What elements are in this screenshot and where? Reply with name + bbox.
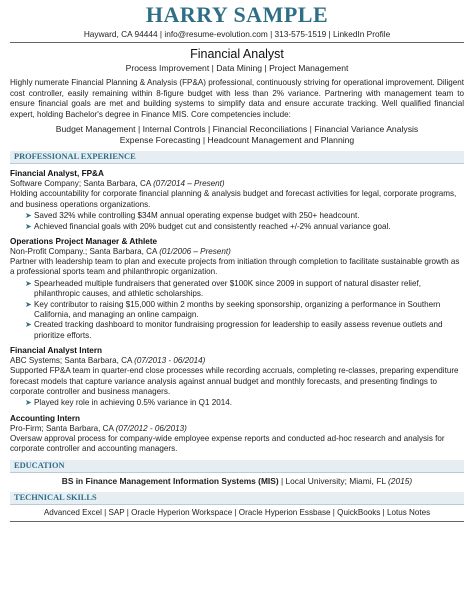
achievement-item: [25, 300, 464, 321]
competencies-line: Expense Forecasting | Headcount Management and Planning: [119, 135, 355, 146]
job-company: [10, 356, 464, 366]
section-heading-skills: TECHNICAL SKILLS: [10, 492, 464, 505]
competencies-line: Budget Management | Internal Controls | Financial Reconciliations | Financial Variance Analysis: [55, 124, 419, 135]
company-location: Pro-Firm; Santa Barbara, CA: [10, 423, 116, 433]
bullet-icon: ➤: [25, 398, 32, 408]
job-dates: (07/2014 – Present): [153, 179, 225, 189]
achievement-item: [25, 211, 464, 221]
job-entry: [10, 346, 464, 409]
specialties-line: Process Improvement | Data Mining | Project Management: [125, 63, 349, 73]
achievement-item: [25, 320, 464, 341]
bullet-icon: ➤: [25, 278, 32, 288]
achievement-list: [10, 398, 464, 408]
company-location: Software Company; Santa Barbara, CA: [10, 179, 154, 189]
achievement-text: Achieved financial goals with 20% budget cut and consistently reached +/-2% annual variance goal.: [34, 221, 391, 231]
job-entry: [10, 237, 464, 341]
section-heading-experience: PROFESSIONAL EXPERIENCE: [10, 151, 464, 164]
job-title: Financial Analyst Intern: [10, 346, 103, 356]
achievement-text: Created tracking dashboard to monitor fundraising progression for leadership to easily assess revenue outlets and prioritize efforts.: [34, 320, 443, 340]
achievement-text: Saved 32% while controlling $34M annual operating expense budget with 250+ headcount.: [34, 211, 360, 221]
achievement-text: Spearheaded multiple fundraisers that generated over $100K since 2009 in support of natural disaster relief, philanthropic causes, and athletic scholarships.: [34, 278, 421, 299]
achievement-list: [10, 279, 464, 341]
job-description: Holding accountability for corporate financial planning & analysis budget and forecast activities for legal, corporate programs, and business operations organizations.: [10, 189, 457, 209]
job-title: Financial Analyst, FP&A: [10, 169, 104, 179]
profile-summary: Highly numerate Financial Planning & Analysis (FP&A) professional, continuously striving for operational improvement. Diligent cost controller, easily remaining within 8-figure budget with less than 2% variance. Partnering with management team to ensure financial goals are met and building systems to simplify data and ensure accurate tracking. Well qualified financial expert, holding Bachelor's degree in Finance MIS. Core competencies include:: [10, 78, 464, 119]
company-location: Non-Profit Company.; Santa Barbara, CA: [10, 247, 160, 256]
bullet-icon: ➤: [25, 211, 32, 221]
achievement-item: [25, 222, 464, 232]
bullet-icon: ➤: [25, 221, 32, 231]
bullet-icon: ➤: [25, 299, 32, 309]
job-entry: [10, 414, 464, 455]
job-dates: (01/2006 – Present): [159, 247, 231, 256]
job-title: Accounting Intern: [10, 413, 81, 423]
achievement-item: [25, 398, 464, 408]
achievement-text: Played key role in achieving 0.5% variance in Q1 2014.: [34, 398, 232, 408]
company-location: ABC Systems; Santa Barbara, CA: [10, 356, 135, 366]
degree: BS in Finance Management Information Systems (MIS): [61, 475, 279, 486]
job-dates: (07/2013 - 06/2014): [134, 356, 206, 366]
job-entry: [10, 169, 464, 232]
job-target-title: Financial Analyst: [190, 47, 284, 61]
education-entry: [10, 475, 464, 487]
header-divider: [10, 42, 464, 43]
core-competencies: [10, 124, 464, 146]
achievement-text: Key contributor to raising $15,000 within 2 months by seeking sponsorship, organizing a performance in Southern California, and managing an online campaign.: [34, 299, 441, 320]
section-heading-education: EDUCATION: [10, 460, 464, 473]
job-company: [10, 179, 464, 189]
graduation-year: (2015): [388, 475, 413, 486]
contact-line: Hayward, CA 94444 | info@resume-evolution.com | 313-575-1519 | LinkedIn Profile: [83, 29, 391, 39]
job-company: [10, 247, 464, 257]
achievement-item: [25, 279, 464, 300]
job-dates: (07/2012 - 06/2013): [115, 423, 187, 433]
achievement-list: [10, 211, 464, 232]
technical-skills-list: Advanced Excel | SAP | Oracle Hyperion Workspace | Oracle Hyperion Essbase | QuickBooks | Lotus Notes: [43, 507, 431, 517]
job-company: [10, 424, 464, 434]
job-description: Supported FP&A team in quarter-end close processes while recording accruals, completing re-classes, preparing expenditure forecast models that capture variance analysis against annual budget and monthly forecasts, and presenting findings to corporate controller and business managers.: [10, 366, 459, 397]
school: | Local University; Miami, FL: [278, 475, 388, 486]
job-description: Partner with leadership team to plan and execute projects from initiation through completion to facilitate sustainable growth as a professional sports team and philanthropic organization.: [10, 257, 460, 277]
bullet-icon: ➤: [25, 320, 32, 330]
job-description: Oversaw approval process for company-wide employee expense reports and conducted ad-hoc research and analysis for corporate controller and accounting managers.: [10, 433, 445, 454]
footer-divider: [10, 521, 464, 522]
candidate-name: HARRY SAMPLE: [145, 2, 329, 27]
job-title: Operations Project Manager & Athlete: [10, 237, 158, 246]
